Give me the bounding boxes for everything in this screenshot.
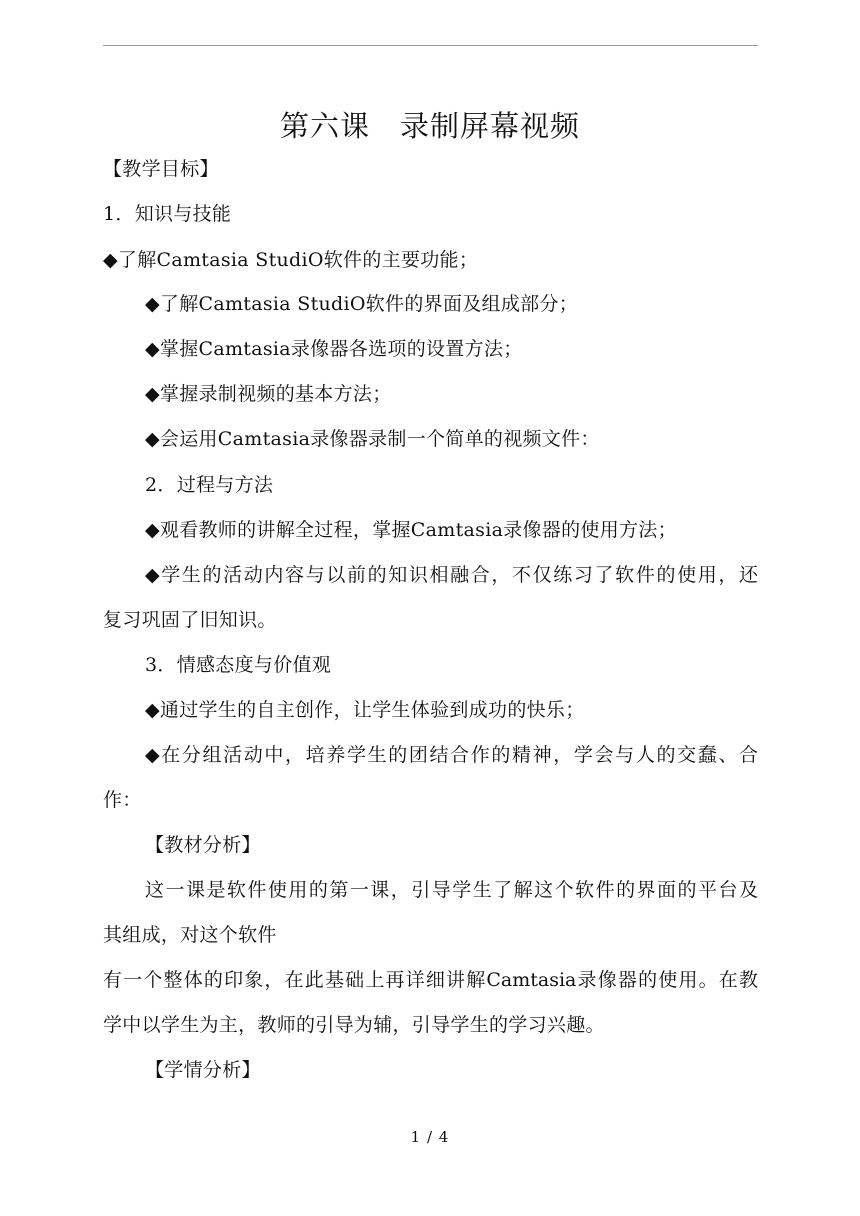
paragraph-line: 学中以学生为主，教师的引导为辅，引导学生的学习兴趣。 <box>103 1014 605 1036</box>
section-heading-textbook-analysis: 【教材分析】 <box>145 834 261 856</box>
paragraph-line: 有一个整体的印象，在此基础上再详细讲解Camtasia录像器的使用。在教 <box>103 969 758 991</box>
bullet-line: ◆观看教师的讲解全过程，掌握Camtasia录像器的使用方法； <box>145 519 677 541</box>
section-heading-teaching-objectives: 【教学目标】 <box>103 158 219 180</box>
paragraph-line: 其组成，对这个软件 <box>103 924 277 946</box>
bullet-line: ◆会运用Camtasia录像器录制一个简单的视频文件： <box>145 428 600 450</box>
bullet-line: ◆学生的活动内容与以前的知识相融合，不仅练习了软件的使用，还 <box>145 564 758 586</box>
bullet-line: ◆在分组活动中，培养学生的团结合作的精神，学会与人的交蠢、合 <box>145 744 758 766</box>
subheading-emotional-attitudes: 3．情感态度与价值观 <box>145 654 332 676</box>
header-rule <box>103 45 758 46</box>
paragraph-line: 这一课是软件使用的第一课，引导学生了解这个软件的界面的平台及 <box>145 879 758 901</box>
page-title: 第六课 录制屏幕视频 <box>279 109 580 143</box>
page-number: 1 / 4 <box>410 1128 450 1146</box>
bullet-line: ◆掌握录制视频的基本方法； <box>145 383 392 405</box>
bullet-line: ◆了解Camtasia StudiO软件的界面及组成部分； <box>145 293 579 315</box>
continuation-line: 复习巩固了旧知识。 <box>103 609 277 631</box>
subheading-knowledge-skills: 1．知识与技能 <box>103 203 232 225</box>
bullet-line: ◆通过学生的自主创作，让学生体验到成功的快乐； <box>145 699 585 721</box>
subheading-process-methods: 2．过程与方法 <box>145 474 274 496</box>
bullet-line: ◆掌握Camtasia录像器各选项的设置方法； <box>145 338 523 360</box>
section-heading-learner-analysis: 【学情分析】 <box>145 1059 261 1081</box>
continuation-line: 作： <box>103 789 142 811</box>
bullet-line: ◆了解Camtasia StudiO软件的主要功能； <box>103 249 479 271</box>
